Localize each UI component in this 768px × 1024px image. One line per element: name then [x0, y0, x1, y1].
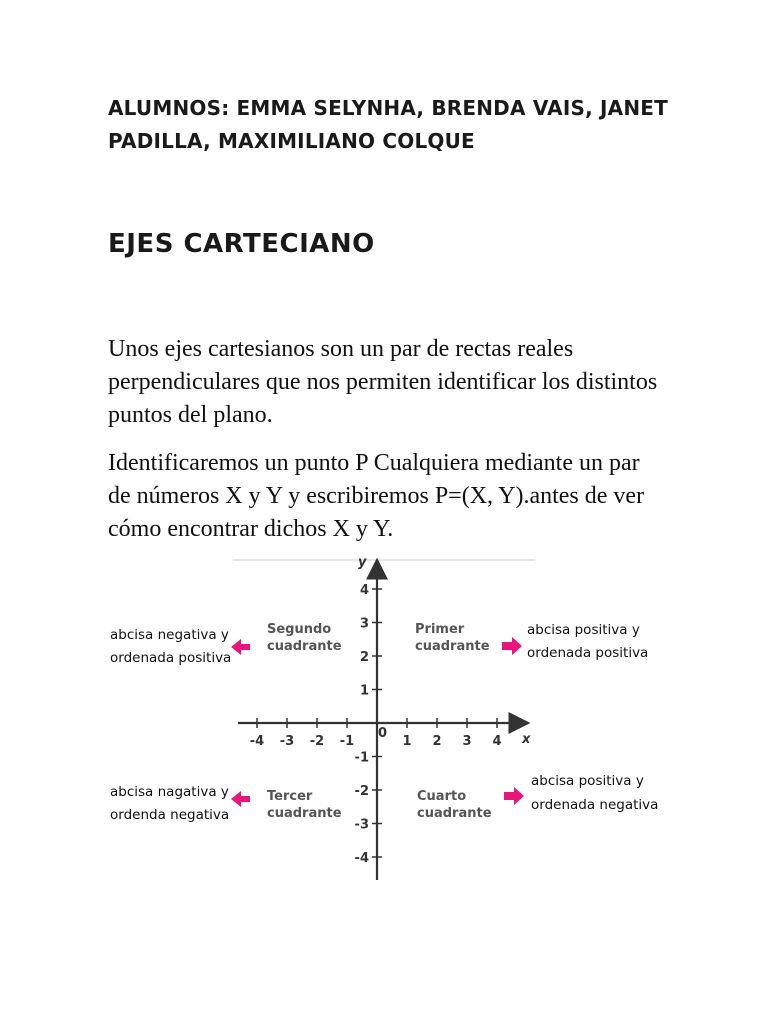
cartesian-plane-figure	[100, 558, 680, 888]
arrow-left-icon	[231, 639, 250, 655]
quadrant-4-label-line1: Cuarto	[417, 789, 467, 804]
quadrant-3-label-line2: cuadrante	[267, 806, 342, 821]
note-quadrant-4-line1: abcisa positiva y	[531, 773, 644, 789]
paragraph-point: Identificaremos un punto P Cualquiera mediante un par de números X y Y y escribiremos P=(X, Y).antes de ver cómo encontrar dichos X y Y.	[108, 450, 645, 542]
x-tick-label: -2	[309, 734, 325, 749]
authors-line: ALUMNOS: EMMA SELYNHA, BRENDA VAIS, JANET PADILLA, MAXIMILIANO COLQUE	[108, 96, 668, 153]
arrow-left-icon	[231, 791, 250, 807]
x-tick-label: 4	[492, 734, 502, 749]
x-tick-label: 3	[462, 734, 472, 749]
y-tick-label: 2	[359, 650, 369, 665]
arrow-right-icon	[502, 637, 522, 655]
quadrant-1-label-line2: cuadrante	[415, 639, 490, 654]
y-tick-label: -3	[354, 817, 369, 833]
quadrant-2-label-line1: Segundo	[267, 622, 332, 637]
y-tick-label: 1	[359, 683, 369, 699]
quadrant-2-label-line2: cuadrante	[267, 639, 342, 654]
y-tick-label: 3	[359, 616, 369, 632]
note-quadrant-1-line1: abcisa positiva y	[527, 622, 640, 638]
note-quadrant-2-line2: ordenada positiva	[110, 650, 232, 666]
y-tick-label: 4	[359, 583, 369, 598]
note-quadrant-4-line2: ordenada negativa	[531, 797, 659, 813]
y-tick-label: -2	[354, 784, 369, 799]
origin-label: 0	[378, 726, 388, 741]
quadrant-1-label-line1: Primer	[415, 622, 465, 637]
y-tick-label: -4	[354, 851, 369, 866]
x-axis-label: x	[522, 732, 531, 747]
cartesian-plane-svg	[100, 558, 680, 888]
paragraph-definition: Unos ejes cartesianos son un par de rectas reales perpendiculares que nos permiten identificar los distintos puntos del plano.	[108, 336, 658, 428]
arrow-right-icon	[504, 787, 524, 805]
x-tick-label: 1	[402, 734, 412, 749]
y-tick-label: -1	[354, 750, 369, 766]
note-quadrant-1-line2: ordenada positiva	[527, 645, 649, 661]
x-tick-label: -4	[249, 734, 265, 749]
note-quadrant-2-line1: abcisa negativa y	[110, 627, 229, 643]
page-title: EJES CARTECIANO	[108, 229, 375, 259]
quadrant-3-label-line1: Tercer	[267, 789, 313, 804]
y-axis-label: y	[358, 558, 367, 570]
x-tick-label: 2	[432, 734, 442, 749]
note-quadrant-3-line1: abcisa nagativa y	[110, 784, 229, 800]
note-quadrant-3-line2: ordenda negativa	[110, 807, 230, 823]
quadrant-4-label-line2: cuadrante	[417, 806, 492, 821]
x-tick-label: -3	[279, 734, 295, 749]
x-tick-label: -1	[339, 734, 355, 749]
